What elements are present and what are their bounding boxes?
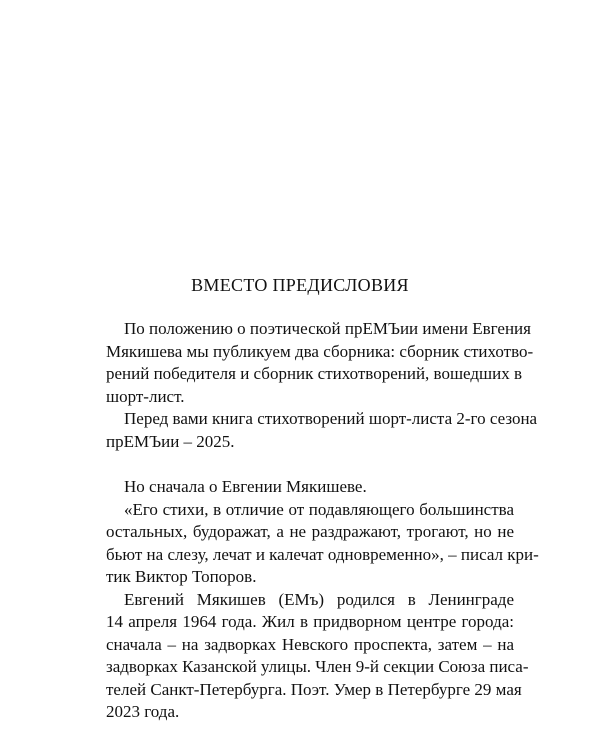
section-heading: ВМЕСТО ПРЕДИСЛОВИЯ xyxy=(191,275,409,295)
paragraph-award-rules xyxy=(88,318,534,408)
text-line: задворках Казанской улицы. Член 9-й секции Союза писа- xyxy=(106,657,529,676)
text-line: телей Санкт-Петербурга. Поэт. Умер в Петербурге 29 мая xyxy=(106,679,522,699)
text-line: шорт-лист. xyxy=(106,386,185,406)
text-line: 14 апреля 1964 года. Жил в придворном центре города: xyxy=(106,612,514,631)
text-line: рений победителя и сборник стихотворений, вошедших в xyxy=(106,364,522,383)
text-line: бьют на слезу, лечат и калечат одновременно», – писал кри- xyxy=(106,544,539,564)
text-line: Перед вами книга стихотворений шорт-листа 2-го сезона xyxy=(124,409,538,428)
text-line: остальных, будоражат, а не раздражают, трогают, но не xyxy=(106,522,514,541)
text-line: тик Виктор Топоров. xyxy=(106,567,257,586)
text-body xyxy=(88,318,539,724)
paragraph-gap xyxy=(88,453,514,476)
text-line: Евгений Мякишев (ЕМъ) родился в Ленинграде xyxy=(124,589,514,609)
text-line: 2023 года. xyxy=(106,702,180,721)
text-line: Мякишева мы публикуем два сборника: сборник стихотво- xyxy=(106,341,534,361)
paragraph-biography xyxy=(88,589,529,724)
text-line: По положению о поэтической прЕМЪии имени Евгения xyxy=(124,319,531,338)
text-line: «Его стихи, в отличие от подавляющего большинства xyxy=(124,499,514,519)
paragraph-about-intro xyxy=(88,476,514,499)
paragraph-toporov-quote xyxy=(88,499,539,589)
text-line: Но сначала о Евгении Мякишеве. xyxy=(124,477,367,496)
text-line: прЕМЪии – 2025. xyxy=(106,431,235,451)
text-line: сначала – на задворках Невского проспекта, затем – на xyxy=(106,634,514,654)
paragraph-shortlist-book xyxy=(88,408,538,453)
